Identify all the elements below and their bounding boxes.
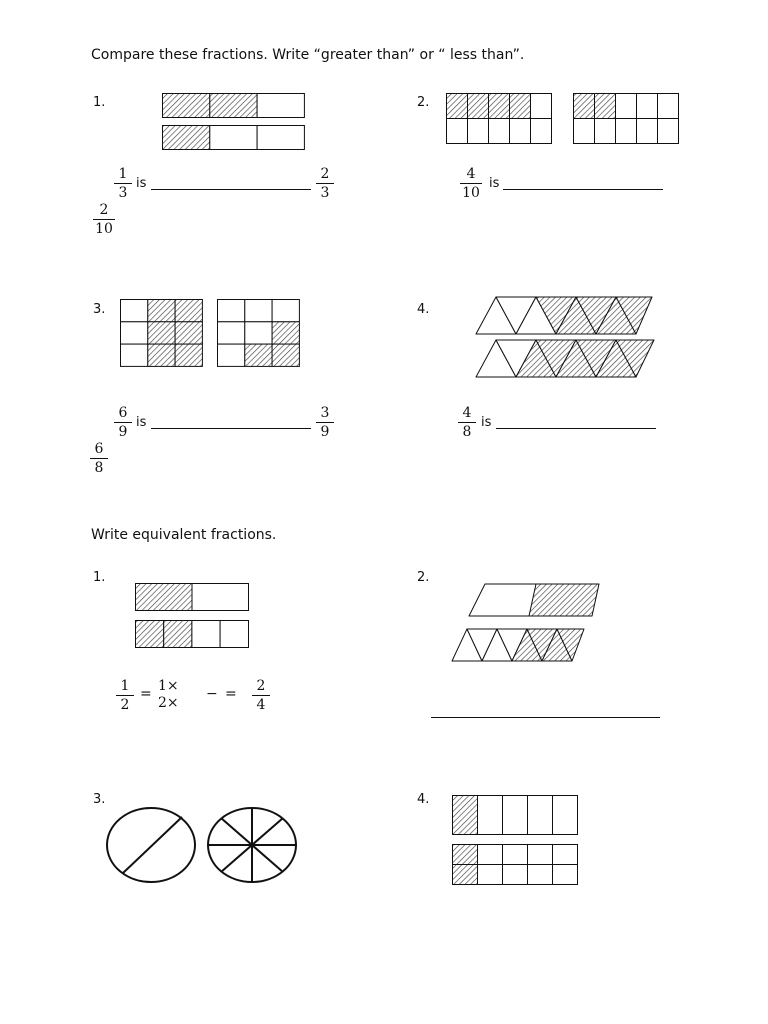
equivalent-1-equals-1: = xyxy=(140,686,152,702)
problem-3-answer-blank[interactable] xyxy=(151,428,311,429)
compare-instruction: Compare these fractions. Write “greater than” or “ less than”. xyxy=(91,47,525,63)
equivalent-1-equals-2: = xyxy=(225,686,237,702)
equivalent-1-bar-model xyxy=(135,583,251,649)
equivalent-4-bar-model xyxy=(452,795,582,887)
problem-3-grid-model xyxy=(120,299,304,371)
equivalent-1-mid-fraction: 1× 2× xyxy=(158,678,179,711)
problem-3-right-fraction: 3 9 xyxy=(315,405,335,440)
equivalent-1-right-fraction: 2 4 xyxy=(251,678,271,713)
problem-1-right-fraction: 2 3 xyxy=(315,166,335,201)
equivalent-instruction: Write equivalent fractions. xyxy=(91,527,277,543)
equivalent-3-circle-model xyxy=(106,807,302,885)
problem-2-answer-blank[interactable] xyxy=(503,189,663,190)
problem-3-extra-fraction: 6 8 xyxy=(89,441,109,476)
problem-4-label: 4. xyxy=(417,302,430,317)
problem-2-grid-model xyxy=(446,93,682,147)
equivalent-3-label: 3. xyxy=(93,792,106,807)
equivalent-2-shape-model xyxy=(451,583,603,663)
problem-2-is: is xyxy=(489,176,500,191)
problem-1-answer-blank[interactable] xyxy=(151,189,311,190)
problem-4-triangle-model xyxy=(476,297,658,379)
problem-2-left-fraction: 4 10 xyxy=(459,166,483,201)
problem-2-label: 2. xyxy=(417,95,430,110)
problem-1-label: 1. xyxy=(93,95,106,110)
equivalent-1-label: 1. xyxy=(93,570,106,585)
equivalent-1-left-fraction: 1 2 xyxy=(115,678,135,713)
problem-1-bar-model xyxy=(162,93,307,153)
problem-4-left-fraction: 4 8 xyxy=(457,405,477,440)
problem-1-is: is xyxy=(136,176,147,191)
equivalent-1-dash: − xyxy=(206,686,218,702)
problem-3-left-fraction: 6 9 xyxy=(113,405,133,440)
problem-1-extra-fraction: 2 10 xyxy=(92,202,116,237)
problem-4-is: is xyxy=(481,415,492,430)
problem-4-answer-blank[interactable] xyxy=(496,428,656,429)
problem-3-is: is xyxy=(136,415,147,430)
problem-1-left-fraction: 1 3 xyxy=(113,166,133,201)
problem-3-label: 3. xyxy=(93,302,106,317)
equivalent-2-answer-blank[interactable] xyxy=(431,717,660,718)
equivalent-2-label: 2. xyxy=(417,570,430,585)
equivalent-4-label: 4. xyxy=(417,792,430,807)
